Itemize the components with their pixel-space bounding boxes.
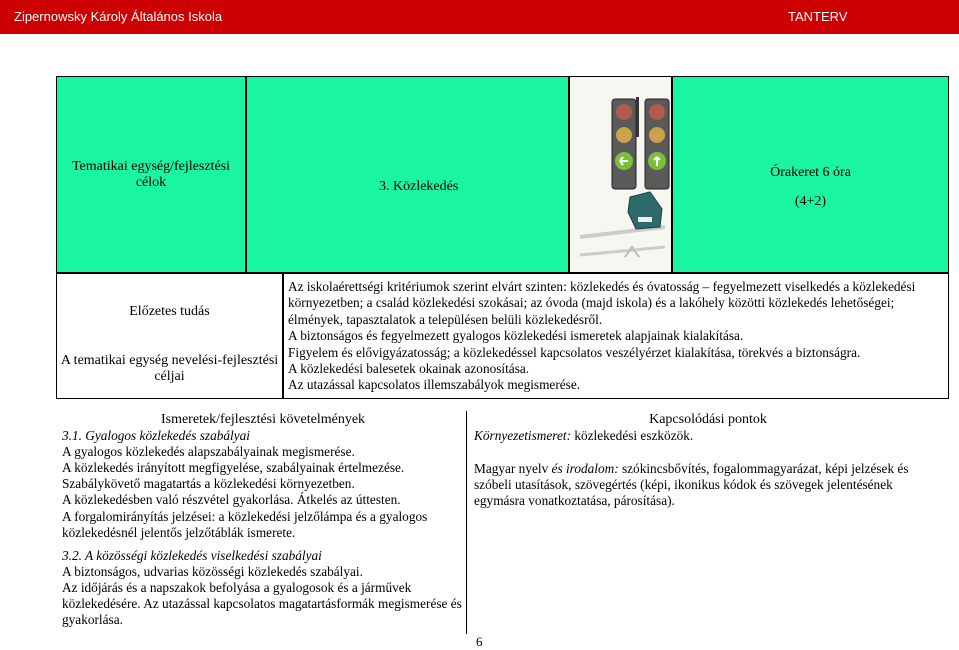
header-bar <box>0 0 959 34</box>
requirement-item: A közlekedésben való részvétel gyakorlása. Átkelés az úttesten. <box>62 492 401 508</box>
goal-item: A közlekedési balesetek okainak azonosítása. <box>288 361 530 377</box>
hours-total: Órakeret 6 óra <box>770 165 851 180</box>
goal-item: Az utazással kapcsolatos illemszabályok megismerése. <box>288 377 581 393</box>
connections-column <box>474 412 942 509</box>
subject-name: Környezetismeret: <box>474 428 571 444</box>
prior-text-cell <box>283 273 949 399</box>
requirement-item: Szabálykövető magatartás a közlekedési környezetben. <box>62 476 355 492</box>
page-number: 6 <box>476 634 483 649</box>
connection-item <box>474 461 942 509</box>
requirement-item: A közlekedés irányított megfigyelése, szabályainak értelmezése. <box>62 460 405 476</box>
connector-text: és <box>548 461 566 477</box>
requirement-item: A gyalogos közlekedés alapszabályainak megismerése. <box>62 444 355 460</box>
prior-knowledge-text: Az iskolaérettségi kritériumok szerint elvárt szinten: közlekedés és óvatosság – fegyelmezett viselkedés a közlekedési környezetben; a család közlekedési szokásai; az óvoda (majd iskola) és a lakóhely közötti közlekedés lehetőségei; élmények, tapasztalatok a településen belüli közlekedésről. <box>288 279 916 327</box>
section-title: 3.1. Gyalogos közlekedés szabályai <box>62 428 250 444</box>
traffic-light-illustration <box>570 77 671 272</box>
column-divider <box>466 411 467 634</box>
school-name: Zipernowsky Károly Általános Iskola <box>14 9 223 24</box>
subject-name: irodalom: <box>565 461 619 477</box>
prior-labels-cell <box>56 273 283 399</box>
subject-name: Magyar nyelv <box>474 461 549 477</box>
connection-text: közlekedési eszközök. <box>571 428 694 444</box>
section-title: 3.2. A közösségi közlekedés viselkedési szabályai <box>62 547 322 563</box>
unit-title: 3. Közlekedés <box>379 179 459 194</box>
connection-item <box>474 428 942 444</box>
unit-title-cell <box>246 76 569 273</box>
connection-text: szókincsbővítés, fogalommagyarázat, képi jelzések és szóbeli utasítások, szövegértés (képi, ikonikus kódok és szövegek jelentésének egymásra vonatkoztatása, párosítása). <box>474 461 909 509</box>
requirements-column <box>62 412 464 628</box>
requirement-item: Az időjárás és a napszakok befolyása a gyalogosok és a járművek közlekedésére. Az utazással kapcsolatos magatartásformák megismerése és gyakorlása. <box>62 579 462 628</box>
goals-label: A tematikai egység nevelési-fejlesztési céljai <box>60 353 279 384</box>
hours-split: (4+2) <box>794 194 827 209</box>
connections-heading: Kapcsolódási pontok <box>649 412 767 427</box>
document-type: TANTERV <box>788 9 848 24</box>
requirements-heading: Ismeretek/fejlesztési követelmények <box>160 412 366 427</box>
requirement-item: A biztonságos, udvarias közösségi közlekedés szabályai. <box>62 563 363 579</box>
traffic-illustration <box>569 76 672 273</box>
unit-label-cell <box>56 76 246 273</box>
goal-item: A biztonságos és fegyelmezett gyalogos közlekedési ismeretek alapjainak kialakítása. <box>288 328 744 344</box>
unit-label: Tematikai egység/fejlesztési célok <box>71 158 230 190</box>
prior-knowledge-label: Előzetes tudás <box>129 304 210 319</box>
hours-cell <box>672 76 949 273</box>
requirement-item: A forgalomirányítás jelzései: a közlekedési jelzőlámpa és a gyalogos közlekedésnél jelentős jelzőtáblák ismerete. <box>62 508 428 540</box>
goal-item: Figyelem és elővigyázatosság; a közlekedéssel kapcsolatos veszélyérzet kialakítása, törekvés a biztonságra. <box>288 344 861 360</box>
